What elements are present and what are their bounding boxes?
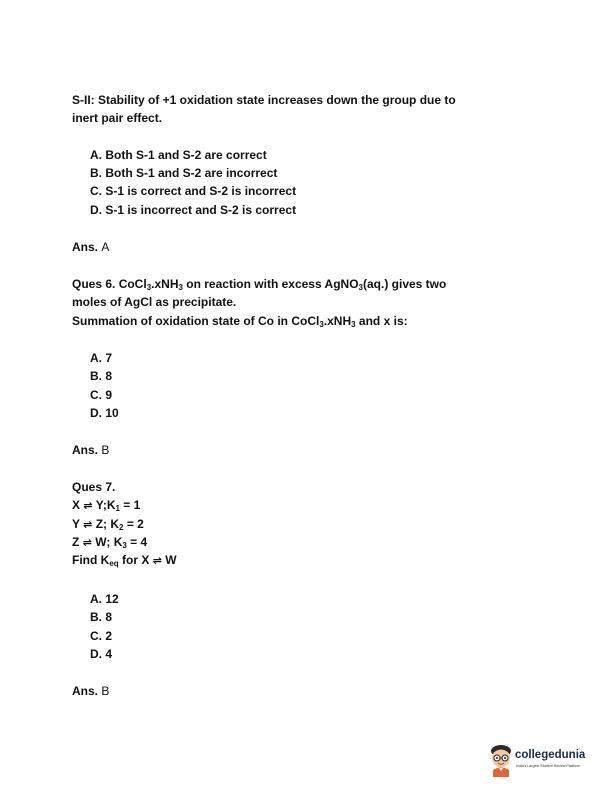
q7-find: Find $K_{eq}$ for X ⇌ W	[72, 553, 177, 568]
statement-2-line-2: inert pair effect.	[72, 111, 163, 125]
answer-label: Ans.	[72, 443, 99, 457]
q7-equation-1: X ⇌ $Y;K_1 = 1$	[72, 498, 141, 513]
q7-option-c: C. 2	[90, 629, 113, 643]
q6-line-2: moles of AgCl as precipitate.	[72, 295, 237, 309]
q5-option-c: C. S-1 is correct and S-2 is incorrect	[90, 184, 297, 198]
q5-option-d: D. S-1 is incorrect and S-2 is correct	[90, 203, 297, 217]
q7-equation-3: Z ⇌ W; $K_3 = 4$	[72, 535, 148, 550]
q6-option-a: A. 7	[90, 351, 113, 365]
q7-equation-2: Y ⇌ Z; $K_2 = 2$	[72, 517, 144, 532]
q5-answer	[72, 238, 109, 256]
answer-label: Ans.	[72, 240, 99, 254]
brand-tagline: India's Largest Student Review Platform	[516, 764, 580, 768]
answer-value: A	[101, 240, 110, 254]
q5-option-b: B. Both S-1 and S-2 are incorrect	[90, 166, 278, 180]
q7-title: Ques 7.	[72, 480, 116, 494]
q6-answer	[72, 441, 109, 459]
q7-option-b: B. 8	[90, 610, 113, 624]
brand-name: collegedunia	[515, 749, 586, 761]
q6-line-1: Ques 6. CoCl$_3$.xNH$_3$ on reaction with excess AgNO$_3$(aq.) gives two	[72, 277, 447, 292]
q7-option-a: A. 12	[90, 592, 119, 606]
collegedunia-logo	[488, 742, 598, 778]
q5-option-a: A. Both S-1 and S-2 are correct	[90, 148, 267, 162]
q7-option-d: D. 4	[90, 647, 113, 661]
answer-value: B	[101, 443, 110, 457]
q6-line-3: Summation of oxidation state of Co in CoCl$_3$.xNH$_3$ and x is:	[72, 314, 408, 329]
answer-label: Ans.	[72, 684, 99, 698]
answer-value: B	[101, 684, 110, 698]
q6-option-c: C. 9	[90, 388, 113, 402]
statement-2-line-1: S-II: Stability of +1 oxidation state increases down the group due to	[72, 93, 456, 107]
q6-option-b: B. 8	[90, 369, 113, 383]
q6-option-d: D. 10	[90, 406, 119, 420]
q7-answer	[72, 682, 109, 700]
mascot-icon	[488, 743, 514, 777]
